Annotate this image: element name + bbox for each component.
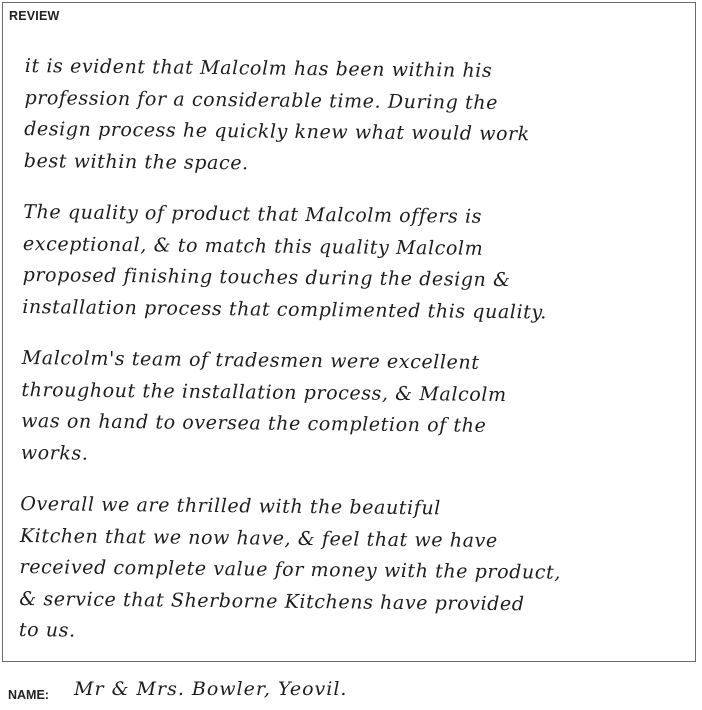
review-line: best within the space. bbox=[23, 149, 249, 174]
review-paragraph-4 bbox=[19, 489, 691, 654]
review-line: Overall we are thrilled with the beautiful bbox=[20, 492, 442, 520]
review-line: & service that Sherborne Kitchens have provided bbox=[19, 587, 525, 615]
review-line: it is evident that Malcolm has been within his bbox=[24, 54, 493, 82]
review-line: design process he quickly knew what would work bbox=[24, 117, 530, 146]
review-line: to us. bbox=[18, 618, 76, 642]
review-line: Malcolm's team of tradesmen were excellent bbox=[21, 346, 480, 374]
review-line: installation process that complimented this quality. bbox=[22, 295, 548, 323]
name-value: Mr & Mrs. Bowler, Yeovil. bbox=[74, 678, 348, 700]
review-line: proposed finishing touches during the design & bbox=[22, 263, 511, 292]
review-paragraph-2 bbox=[22, 197, 693, 330]
review-label: REVIEW bbox=[9, 9, 60, 23]
review-box bbox=[2, 2, 696, 662]
handwritten-review-text bbox=[19, 51, 695, 653]
review-line: throughout the installation process, & Malcolm bbox=[21, 378, 507, 406]
review-line: The quality of product that Malcolm offers is bbox=[23, 200, 483, 228]
review-line: profession for a considerable time. During the bbox=[24, 86, 499, 114]
review-line: works. bbox=[20, 441, 89, 465]
review-paragraph-1 bbox=[24, 51, 695, 184]
review-line: was on hand to oversea the completion of the bbox=[21, 409, 487, 437]
review-line: Kitchen that we now have, & feel that we have bbox=[19, 524, 498, 552]
review-line: received complete value for money with the product, bbox=[19, 555, 562, 584]
review-paragraph-3 bbox=[21, 343, 692, 476]
review-line: exceptional, & to match this quality Malcolm bbox=[22, 232, 484, 260]
name-row bbox=[8, 678, 698, 708]
name-label: NAME: bbox=[8, 688, 49, 702]
